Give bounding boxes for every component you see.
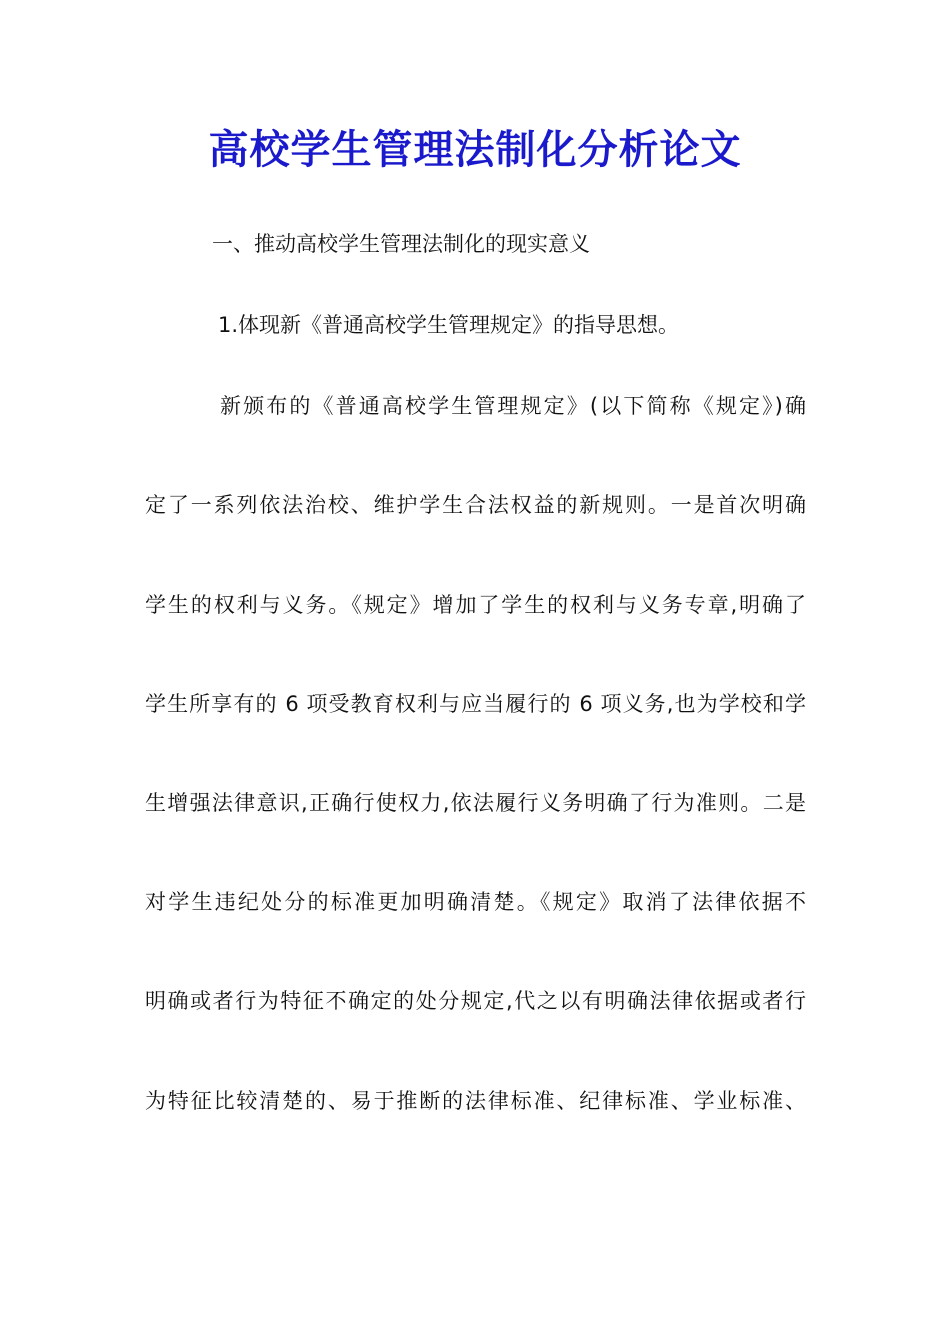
section-heading: 一、推动高校学生管理法制化的现实意义 bbox=[212, 232, 590, 256]
paragraph-line: 明确或者行为特征不确定的处分规定,代之以有明确法律依据或者行 bbox=[145, 989, 806, 1013]
paragraph-line: 生增强法律意识,正确行使权力,依法履行义务明确了行为准则。二是 bbox=[145, 791, 806, 815]
paragraph-line: 新颁布的《普通高校学生管理规定》(以下简称《规定》)确 bbox=[220, 394, 806, 418]
paragraph-line: 定了一系列依法治校、维护学生合法权益的新规则。一是首次明确 bbox=[145, 493, 806, 517]
paragraph-line: 学生的权利与义务。《规定》增加了学生的权利与义务专章,明确了 bbox=[145, 593, 806, 617]
subheading: 1.体现新《普通高校学生管理规定》的指导思想。 bbox=[218, 313, 680, 337]
paragraph-line: 学生所享有的 6 项受教育权利与应当履行的 6 项义务,也为学校和学 bbox=[145, 692, 806, 716]
document-title: 高校学生管理法制化分析论文 bbox=[208, 126, 742, 173]
paragraph-line: 为特征比较清楚的、易于推断的法律标准、纪律标准、学业标准、 bbox=[145, 1089, 806, 1113]
paragraph-line: 对学生违纪处分的标准更加明确清楚。《规定》取消了法律依据不 bbox=[145, 890, 806, 914]
